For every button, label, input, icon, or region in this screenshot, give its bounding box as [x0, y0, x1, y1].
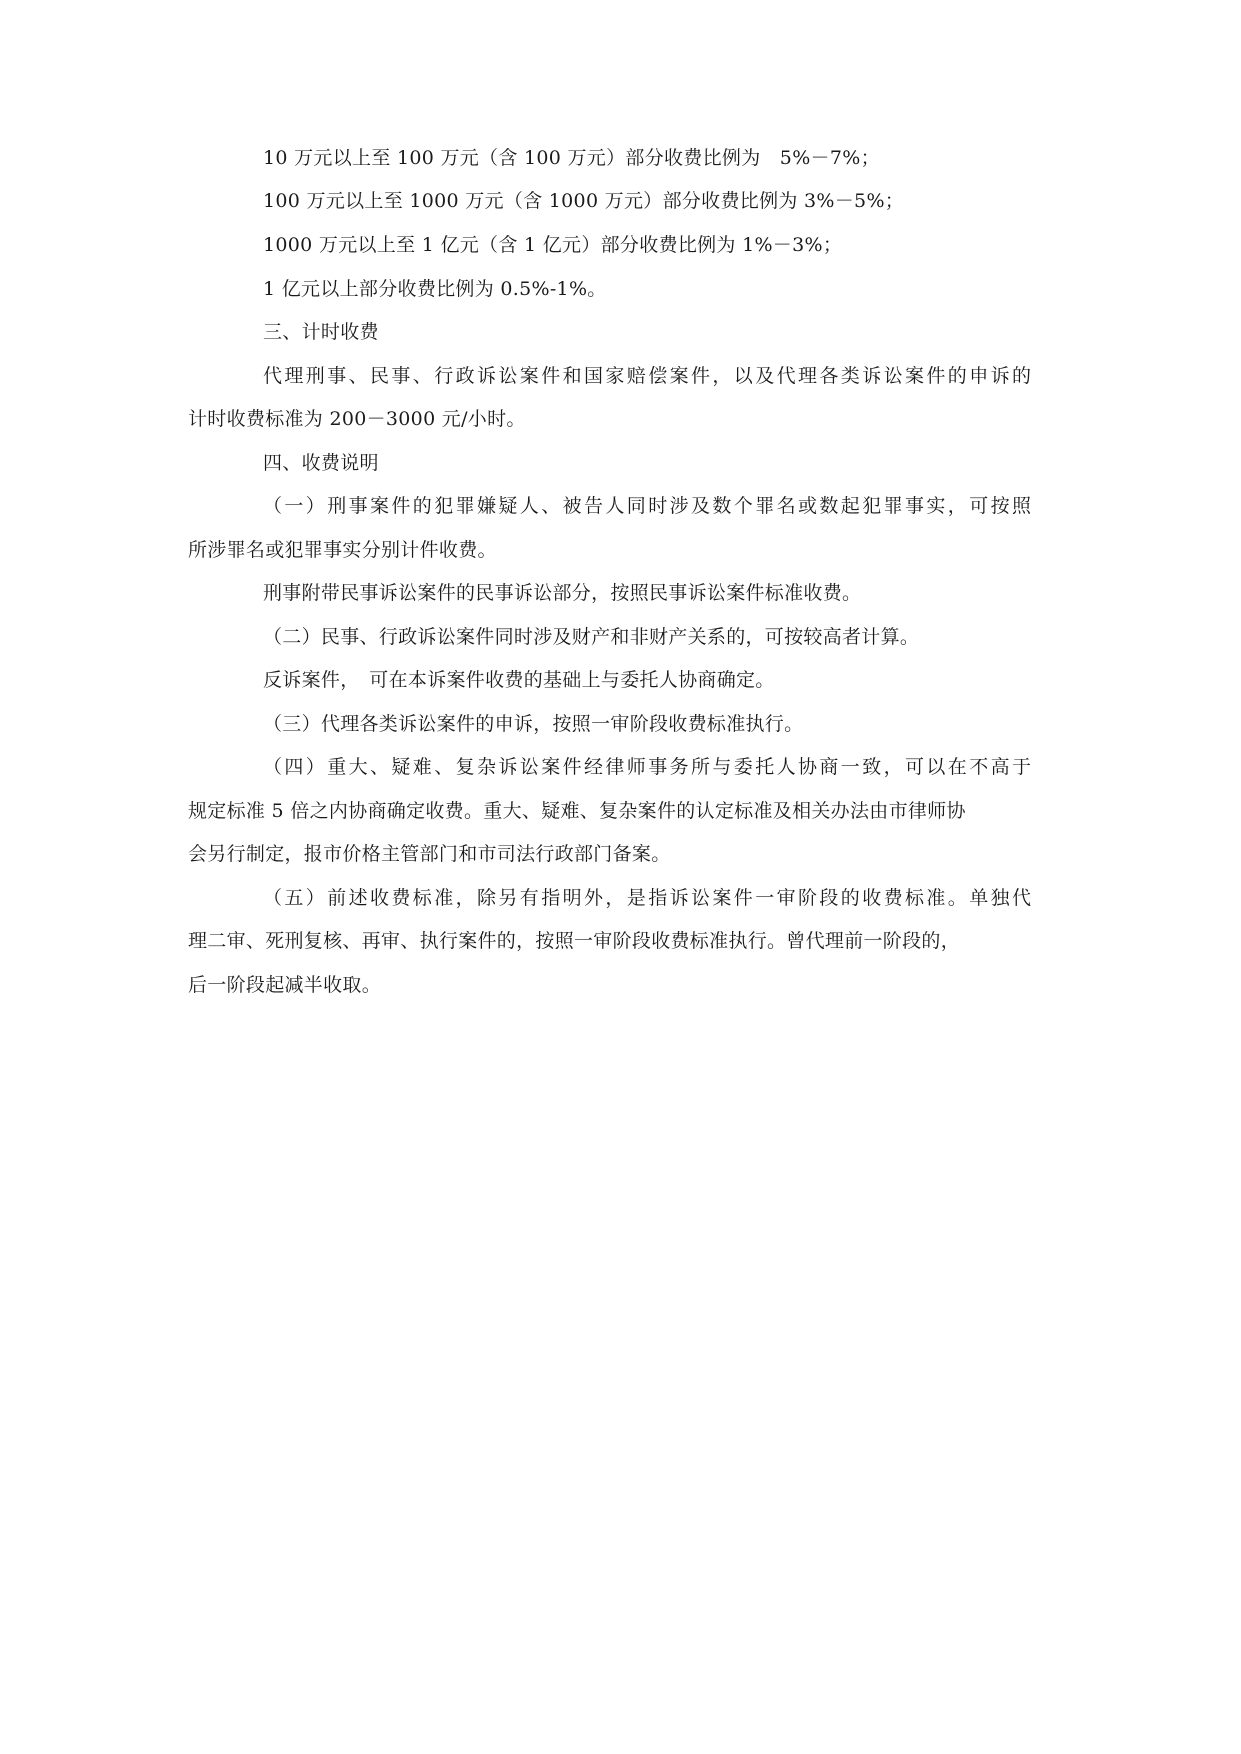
- section-heading-hourly: 三、计时收费: [263, 321, 379, 343]
- paragraph-line: 所涉罪名或犯罪事实分别计件收费。: [188, 539, 497, 561]
- paragraph-line: 规定标准 5 倍之内协商确定收费。重大、疑难、复杂案件的认定标准及相关办法由市律师协: [188, 800, 966, 822]
- paragraph-line: （二）民事、行政诉讼案件同时涉及财产和非财产关系的，可按较高者计算。: [263, 626, 920, 648]
- fee-rate-line-4: 1 亿元以上部分收费比例为 0.5%-1%。: [263, 278, 607, 300]
- paragraph-line: （一）刑事案件的犯罪嫌疑人、被告人同时涉及数个罪名或数起犯罪事实，可按照: [263, 495, 1034, 517]
- paragraph-line: 计时收费标准为 200－3000 元/小时。: [188, 408, 526, 430]
- paragraph-line: （四）重大、疑难、复杂诉讼案件经律师事务所与委托人协商一致，可以在不高于: [263, 756, 1034, 778]
- fee-rate-line-3: 1000 万元以上至 1 亿元（含 1 亿元）部分收费比例为 1%－3%；: [263, 234, 843, 256]
- fee-rate-line-2: 100 万元以上至 1000 万元（含 1000 万元）部分收费比例为 3%－5%；: [263, 190, 905, 212]
- paragraph-line: 理二审、死刑复核、再审、执行案件的，按照一审阶段收费标准执行。曾代理前一阶段的，: [188, 930, 961, 952]
- section-heading-notes: 四、收费说明: [263, 452, 379, 474]
- paragraph-line: 刑事附带民事诉讼案件的民事诉讼部分，按照民事诉讼案件标准收费。: [263, 582, 862, 604]
- paragraph-line: 后一阶段起减半收取。: [188, 974, 382, 996]
- paragraph-line: 会另行制定，报市价格主管部门和市司法行政部门备案。: [188, 843, 671, 865]
- paragraph-line: 反诉案件， 可在本诉案件收费的基础上与委托人协商确定。: [263, 669, 775, 691]
- paragraph-line: （三）代理各类诉讼案件的申诉，按照一审阶段收费标准执行。: [263, 713, 804, 735]
- paragraph-line: （五）前述收费标准，除另有指明外，是指诉讼案件一审阶段的收费标准。单独代: [263, 887, 1034, 909]
- paragraph-line: 代理刑事、民事、行政诉讼案件和国家赔偿案件，以及代理各类诉讼案件的申诉的: [263, 365, 1034, 387]
- fee-rate-line-1: 10 万元以上至 100 万元（含 100 万元）部分收费比例为 5%－7%；: [263, 147, 880, 169]
